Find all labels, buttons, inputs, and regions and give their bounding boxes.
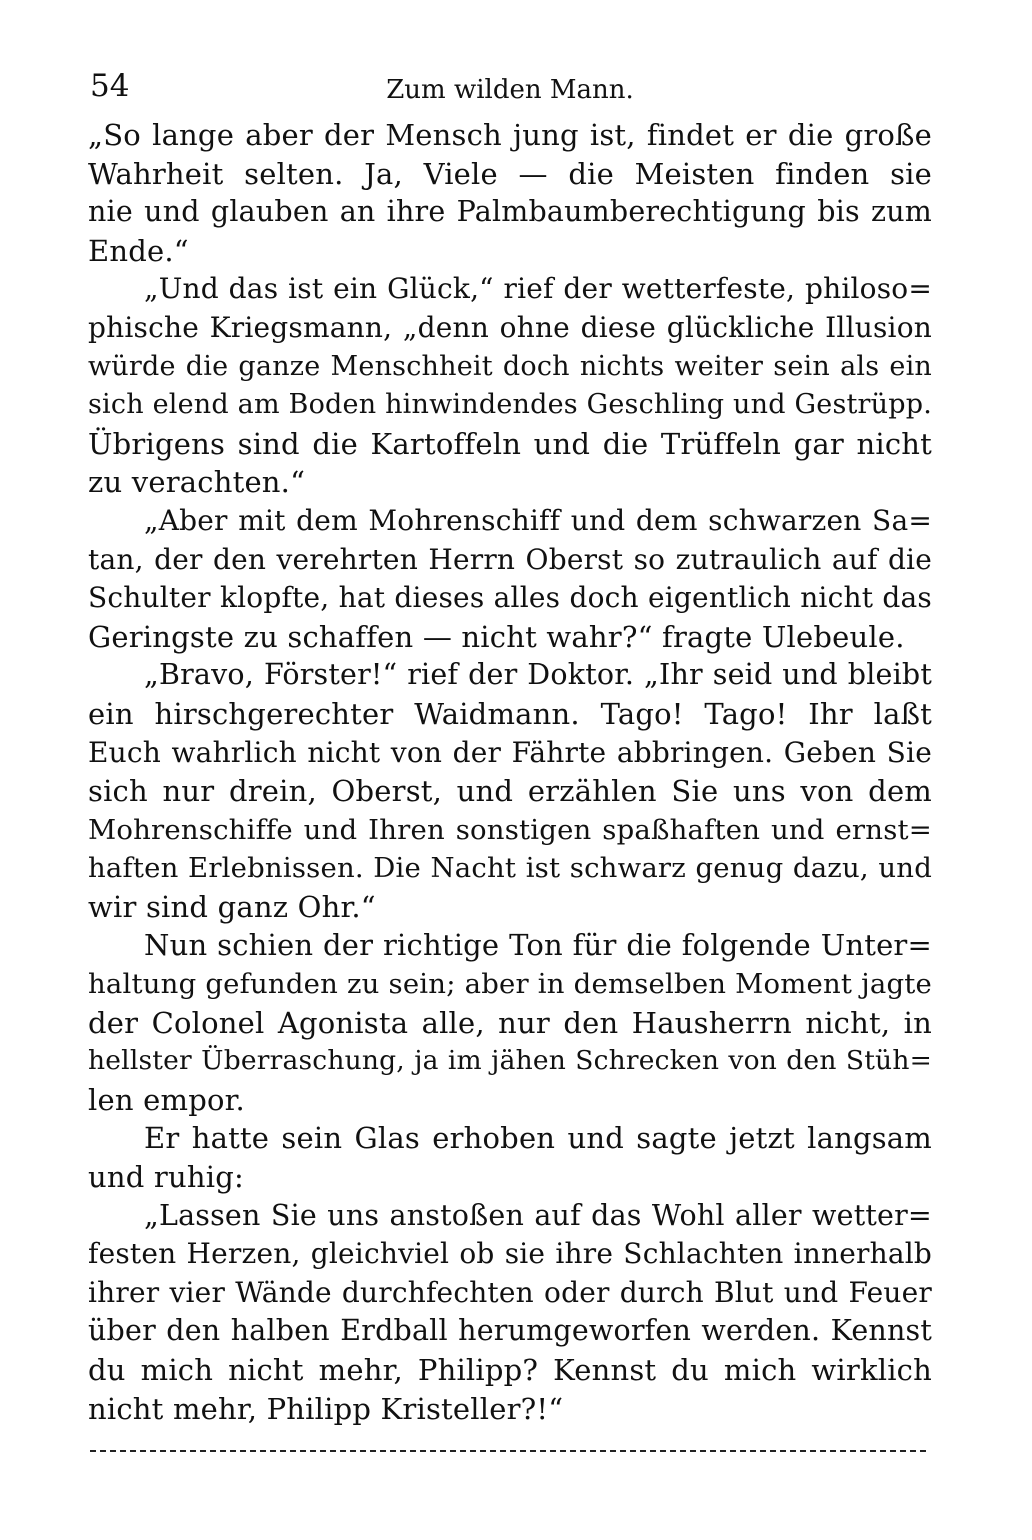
text-line: wir sind ganz Ohr.“ (88, 889, 376, 924)
text-line: tan, der den verehrten Herrn Oberst so zutraulich auf die (88, 542, 932, 576)
text-line: Nun schien der richtige Ton für die folgende Unter= (144, 928, 932, 963)
body-text (88, 116, 932, 1428)
text-line: ihrer vier Wände durchfechten oder durch Blut und Feuer (88, 1275, 932, 1309)
text-line: du mich nicht mehr, Philipp? Kennst du mich wirklich (88, 1353, 932, 1387)
page-header (88, 62, 932, 114)
text-line: sich nur drein, Oberst, und erzählen Sie uns von dem (88, 774, 932, 809)
text-line: festen Herzen, gleichviel ob sie ihre Schlachten innerhalb (88, 1237, 932, 1271)
text-line: „Bravo, Förster!“ rief der Doktor. „Ihr seid und bleibt (144, 658, 932, 692)
text-line: zu verachten.“ (88, 465, 306, 500)
text-line: Ende.“ (88, 233, 189, 268)
text-line: phische Kriegsmann, „denn ohne diese glückliche Illusion (88, 310, 932, 344)
text-line: Euch wahrlich nicht von der Fährte abbringen. Geben Sie (88, 735, 932, 769)
book-page (88, 62, 932, 1522)
text-line: nie und glauben an ihre Palmbaumberechtigung bis zum (88, 195, 932, 229)
text-line: hellster Überraschung, ja im jähen Schrecken von den Stüh= (88, 1045, 932, 1077)
text-line: und ruhig: (88, 1160, 244, 1195)
text-line: nicht mehr, Philipp Kristeller?!“ (88, 1391, 564, 1426)
running-title: Zum wilden Mann. (386, 75, 634, 105)
text-line: Geringste zu schaffen — nicht wahr?“ fragte Ulebeule. (88, 619, 905, 654)
page-number: 54 (90, 68, 130, 104)
text-line: „Und das ist ein Glück,“ rief der wetterfeste, philoso= (144, 272, 932, 306)
text-line: „Lassen Sie uns anstoßen auf das Wohl aller wetter= (144, 1198, 932, 1232)
dashed-rule (90, 1450, 926, 1452)
text-line: der Colonel Agonista alle, nur den Hausherrn nicht, in (88, 1005, 932, 1040)
text-line: Mohrenschiffe und Ihren sonstigen spaßhaften und ernst= (88, 813, 932, 846)
text-line: haltung gefunden zu sein; aber in demselben Moment jagte (88, 968, 932, 1001)
text-line: würde die ganze Menschheit doch nichts weiter sein als ein (88, 350, 932, 382)
text-line: haften Erlebnissen. Die Nacht ist schwarz genug dazu, und (88, 852, 932, 885)
text-line: Er hatte sein Glas erhoben und sagte jetzt langsam (144, 1121, 932, 1156)
text-line: sich elend am Boden hinwindendes Geschling und Gestrüpp. (88, 389, 932, 421)
text-line: Übrigens sind die Kartoffeln und die Trüffeln gar nicht (88, 426, 932, 461)
text-line: Wahrheit selten. Ja, Viele — die Meisten finden sie (88, 156, 932, 191)
text-line: „So lange aber der Mensch jung ist, findet er die große (88, 118, 932, 152)
text-line: len empor. (88, 1082, 245, 1117)
text-line: Schulter klopfte, hat dieses alles doch eigentlich nicht das (88, 581, 932, 615)
text-line: „Aber mit dem Mohrenschiff und dem schwarzen Sa= (144, 503, 932, 537)
text-line: über den halben Erdball herumgeworfen werden. Kennst (88, 1314, 932, 1348)
text-line: ein hirschgerechter Waidmann. Tago! Tago! Ihr laßt (88, 696, 932, 731)
